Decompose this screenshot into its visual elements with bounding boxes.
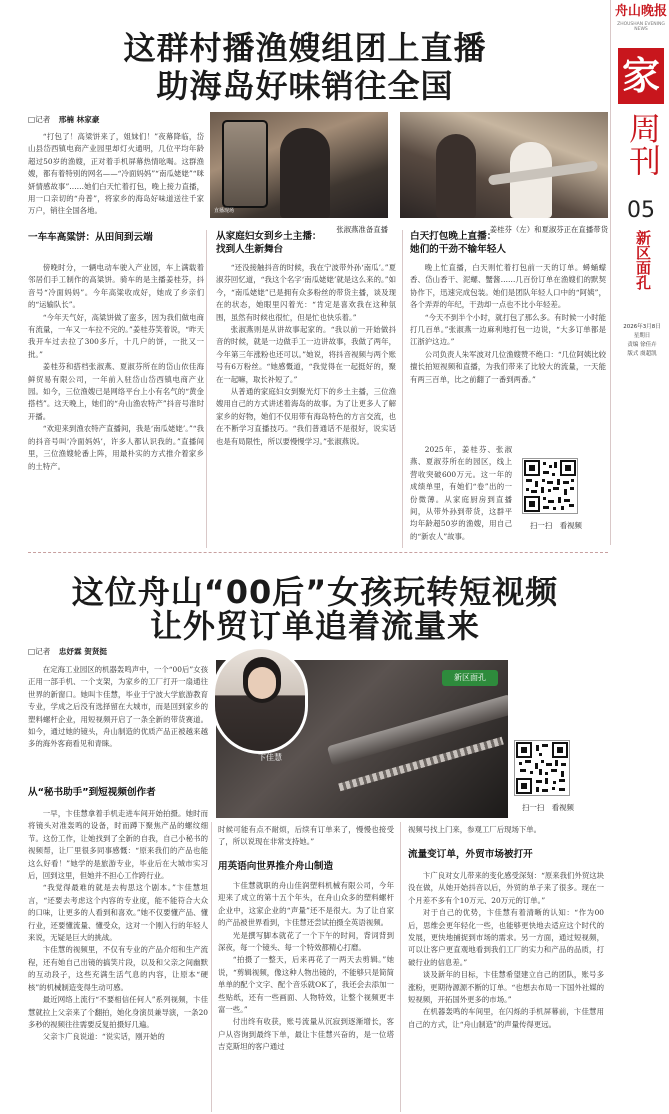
paper-logo: 舟山晚报 [614, 4, 667, 19]
article2-qr-code[interactable] [514, 740, 570, 796]
article2-portrait [212, 646, 308, 754]
article1-col3-bottom: 2025年，姜桂芬、张淑燕、夏淑芬所在的园区，线上营收突破600万元。这一年的成绩单里，有她们“卷”出的一份微薄。从家庭厨房到直播间，从带外孙到带货，这群平均年龄超50岁的渔嫂，用自己的“新农人”故事。 [410, 445, 512, 541]
article1-qr-caption: 扫一扫 看视频 [530, 521, 582, 530]
photo-phone-frame [222, 120, 268, 208]
issue-date: 2026年3月8日 [623, 324, 661, 330]
byline-prefix: □记者 [28, 115, 51, 124]
photo-machine [327, 694, 508, 766]
photo-figure-left [436, 134, 476, 218]
article-divider [28, 552, 608, 553]
col-divider-3 [211, 822, 212, 1112]
article1-subhead-1: 一车车高粱饼：从田间到云端 [28, 232, 153, 243]
article1-photo-left-caption: 张淑燕准备直播 [336, 225, 388, 234]
section-name: 新区面孔 [634, 230, 652, 290]
article1-col2: “还没接触抖音的时候，我在宁波带外孙‘南瓜’。”夏淑芬回忆道，“我这个名字‘南瓜姥姥’就是这么来的。”如今，“南瓜姥姥”已是拥有众多粉丝的带货主播，谈及现在的状态，她眼里闪着光：“肯定是喜欢我在这种氛围，虽然有时候也很忙，但是忙也快乐着。” 张淑燕则是从讲故事起家的。“我以前一开始做抖音的时候，就是一边做手工一边讲故事，我做了两年，今年第三年涨粉也还可以。”她说，将抖音视频与两个账号有6万粉丝。“她感慨道，“我觉得在一起挺好的，聚在一起嘛，取长补短了。” 从普通的家庭妇女到聚光灯下的乡土主播，三位渔嫂用自己的方式讲述着海岛的故事。为了让更多人了解家乡的好物，她们不仅用带有海岛特色的方言交流，也在不断学习直播技巧。“我们普通话不是很好，说实话也是有局限性，所以要慢慢学习。”张淑燕说。 [216, 263, 396, 446]
col-divider-4 [400, 822, 401, 1112]
article1-headline-line1: 这群村播渔嫂组团上直播 [123, 29, 487, 67]
article1-col3-top: 晚上忙直播，白天则忙着打包前一天的订单。蟳蛹蠓香、岱山香干、泥螺、蟹酱……几百份订单在渔嫂们的默契协作下，迅速完成包装。她们是团队年轻人口中的“阿姨”，各个弄弄的年纪，干劲却一点也不比小年轻差。 “今天不到半个小时，就打包了那么多。有时候一小时能打几百单。”张淑燕一边麻利地打包一边说，“大多订单都是江浙沪这边。” 公司负责人朱军波对几位渔嫂赞不绝口：“几位阿姨比较擅长拍短视频和直播，为我们带来了比较大的流量，一天能有两三百单，比之前翻了一番到两番。” [410, 263, 606, 384]
article2-headline-line1: 这位舟山“00后”女孩玩转短视频 [71, 573, 559, 611]
qr-pattern-icon [515, 741, 569, 795]
issue-editor: 责编 徐佳卉 [627, 342, 657, 348]
article1-subhead-2-line1: 从家庭妇女到乡土主播： [216, 231, 322, 242]
article1-subhead-3-line2: 她们的干劲不输年轻人 [410, 244, 506, 255]
article1-photo-right-caption: 姜桂芬（左）和夏淑芬正在直播带货 [489, 225, 608, 234]
article1-headline-line2: 助海岛好味销往全国 [156, 67, 454, 105]
article1-qr-code[interactable] [522, 458, 578, 514]
article2-headline-line2: 让外贸订单追着流量来 [149, 607, 480, 645]
qr-pattern-icon [523, 459, 577, 513]
masthead-divider [610, 0, 611, 545]
portrait-face [248, 667, 276, 699]
article2-name-tag: 卞佳慧 [258, 753, 282, 762]
article1-subhead-3-line1: 白天打包晚上直播： [410, 231, 497, 242]
article2-qr-caption: 扫一扫 看视频 [522, 803, 574, 812]
byline-names: 邢楠 林家豪 [58, 115, 100, 124]
article1-lead: “打包了！高梁饼来了，姐妹们！”夜幕降临，岱山县岱西镇电商产业园里却灯火通明，几位平均年龄超过50岁的渔嫂，正对着手机屏幕热情吆喝。这群渔嫂，都有着特别的网名——“冷面妈妈”“南瓜姥姥”“咪妍情感故事”……她们白天忙着打包，晚上接力直播，用一口亲切的“舟普”，将家乡的海岛好味道送往千家万户，销往全国各地。 [28, 132, 204, 216]
col-divider-2 [402, 230, 403, 548]
article2-col3-top: 视频号找上门来，参观工厂后现场下单。 [408, 825, 542, 834]
article2-col3: 卞广良对女儿带来的变化感受深刻：“原来我们外贸这块没在做，从她开始抖音以后，外贸的单子来了很多。现在一个月差不多有个10万元、20万元的订单。” 对于自己的优势，卞佳慧有着清晰的认知：“作为00后，思维会更年轻化一些，也能够更快地去适应这个时代的发展，更快地捕捉到市场的需求。另一方面，通过短视频，可以让客户更直观地看到我们工厂的实力和产品的品质，打破行业的信息差。” 谈及新年的目标，卞佳慧希望建立自己的团队，账号多涨粉，更期待源源不断的订单。“也想去布局一下国外社媒的短视频，开拓国外更多的市场。” 在机器轰鸣的车间里，在闪烁的手机屏幕前，卞佳慧用自己的方式，让“舟山制造”的声量传得更远。 [408, 871, 604, 1029]
article1-subhead-2-line2: 找到人生新舞台 [216, 244, 284, 255]
section-title: 周刊 [624, 112, 662, 176]
issue-weekday: 星期日 [633, 333, 651, 339]
byline-names: 忠妤霖 贺贤挺 [58, 647, 108, 656]
article2-lead: 在定海工业园区的机器轰鸣声中，一个“00后”女孩正用一部手机、一个支架，为家乡的工厂打开一扇通往世界的新窗口。她叫卞佳慧，毕业于宁波大学旅游教育专业，学成之后没有选择留在大城市，而是回到家乡的塑料螺杆企业，用短视频开启了一条全新的带货赛道。如今，通过她的镜头，舟山制造的优质产品正被越来越多的海外客商看见和青睐。 [28, 665, 208, 749]
article2-byline [28, 646, 208, 657]
paper-logo-en: ZHOUSHAN EVENING NEWS [617, 22, 665, 32]
photo-badge: 新区面孔 [442, 670, 498, 686]
byline-prefix: □记者 [28, 647, 51, 656]
photo-figure [280, 128, 330, 218]
article2-col1: 一早，卞佳慧拿着手机走进车间开始拍摄。她时而将镜头对准轰鸣的设备，时而蹲下聚焦产品的螺纹细节。这份工作，让她找到了全新的自我，自己小秘书的视频帮，让厂里很多同事感慨：“原来我们的产品也能这么好看！”她学的是旅游专业，毕业后在大城市实习后，回到这里，但她并不担心工作跨行业。 “我觉得最难的就是去构思这个剧本。”卞佳慧坦言，“还要去考虑这个内容的专业度，能不能符合大众的口味，让更多的人看到和喜欢。”她不仅要懂产品、懂行业，还要懂流量、懂受众，这对一个刚入行的年轻人来说，无疑是巨大的挑战。 卞佳慧的视频里，不仅有专业的产品介绍和生产流程，还有她自己出镜的搞笑片段，以及和父亲之间幽默的互动段子，这些充满生活气息的内容，让原本“硬核”的机械制造变得生动可感。 最近网络上流行“不要相信任何人”系列视频，卞佳慧就拉上父亲来了个翻拍，她化身演员兼导演，一条20多秒的视频往往需要反复拍摄好几遍。 父亲卞广良说道：“说实话，刚开始的 [28, 809, 208, 1042]
article2-col2: 卞佳慧就职的舟山佳润塑料机械有限公司，今年迎来了成立的第十五个年头，在舟山众多的塑料螺杆企业中，这家企业的“声量”还不是很大。为了让自家的产品被世界看到，卞佳慧还尝试拍摄全英语视频。 光是撰写脚本就花了一个下午的时间，背词背到深夜，每一个镜头、每一个特效都精心打磨。 “拍摄了一整天，后来再花了一两天去剪辑。”她说，“剪辑视频，像这种人物出镜的，不能够只是简简单单的配个文字、配个音乐就OK了，我还会去添加一些贴纸，还有一些画面、人物特效，让整个视频更丰富一些。” 付出终有收获，账号流量从沉寂到逐渐增长，客户从咨询到最终下单，最让卞佳慧兴奋的，是一位塔吉克斯坦的客户通过 [218, 881, 394, 1052]
article1-byline [28, 114, 198, 125]
article1-col1: 傍晚时分，一辆电动车驶入产业园，车上满载着邻居们手工制作的高粱饼。骑车的是主播姜桂芬，抖音号“冷面妈妈”。今年高粱收成好，她成了乡亲们的“运输队长”。 “今年天气好，高粱饼做了蛮多，因为我们做电商有流量，一车又一车拉不完的。”姜桂芬笑着说，“昨天我开车过去拉了300多斤，十几户的饼，一批又一批。” 姜桂芬和搭档张淑燕、夏淑芬所在的岱山依佳海鲜贸易有限公司，一年前入驻岱山岱西镇电商产业园。如今，三位渔嫂已是网络平台上小有名气的“黄金搭档”。这天晚上，她们的“舟山渔农特产”抖音号准时开播。 “欢迎来到渔农特产直播间，我是‘南瓜姥姥’。”“我的抖音号叫‘冷面妈妈’，许多人都认识我的。”直播间里，三位渔嫂轮番上阵，用最朴实的方式推介着家乡的土特产。 [28, 263, 204, 471]
article1-photo-left [210, 112, 388, 218]
article2-subhead-3: 流量变订单，外贸市场被打开 [408, 849, 533, 860]
article2-subhead-1: 从“秘书助手”到短视频创作者 [28, 787, 156, 798]
page-number: 05 [627, 198, 655, 223]
col-divider-1 [206, 230, 207, 548]
section-big-char: 家 [618, 48, 664, 104]
issue-designer: 版式 虞超凯 [627, 351, 657, 357]
article1-photo-right [400, 112, 608, 218]
article2-subhead-2: 用英语向世界推介舟山制造 [218, 861, 334, 872]
article2-col2-top: 时候可能有点不耐烦，后续有订单来了，慢慢也接受了，所以说现在非常支持她。” [218, 825, 394, 847]
masthead [612, 0, 669, 430]
photo-overlay-text: 直播现场 [214, 208, 235, 214]
